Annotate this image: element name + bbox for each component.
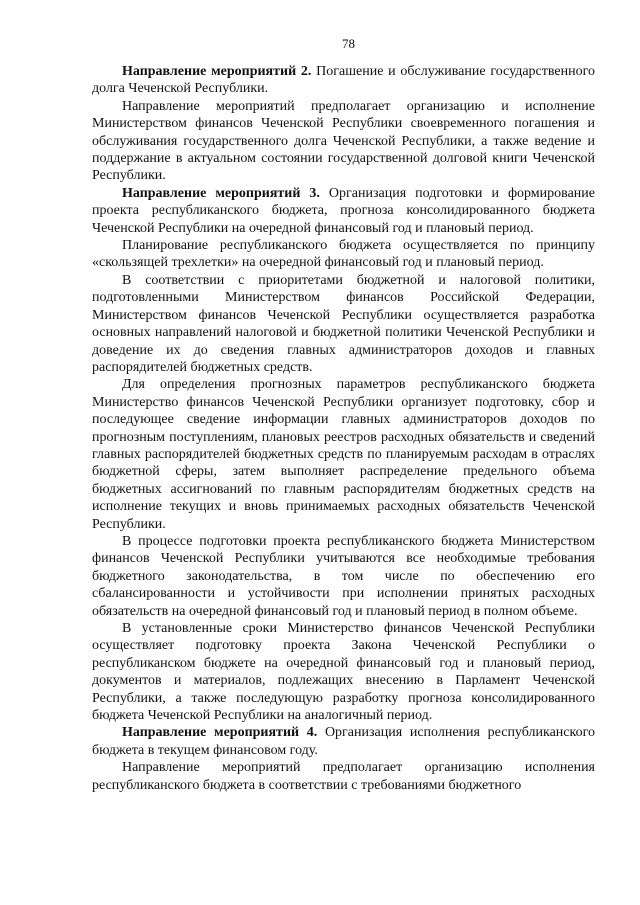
document-page	[92, 36, 595, 794]
paragraph-legislation-requirements	[92, 533, 595, 620]
paragraph-text: Организация исполнения республиканского бюджета в текущем финансовом году.	[92, 725, 595, 758]
page-number: 78	[342, 36, 355, 51]
paragraph-budget-planning	[92, 237, 595, 272]
paragraph-text: Организация подготовки и формирование проекта республиканского бюджета, прогноза консолидированного бюджета Чеченской Республики на очередной финансовый год и плановый период.	[92, 185, 595, 236]
paragraph-lead: Направление мероприятий 3.	[122, 185, 320, 201]
paragraph-direction-2	[92, 63, 595, 98]
paragraph-text: В процессе подготовки проекта республиканского бюджета Министерством финансов Чеченской Республики учитываются все необходимые требования бюджетного законодательства, в том числе по обеспечению его сбалансированности и устойчивости при исполнении принятых расходных обязательств на очередной финансовый год и плановый период в полном объеме.	[92, 533, 595, 619]
paragraph-text: Направление мероприятий предполагает организацию исполнения республиканского бюджета в соответствии с требованиями бюджетного	[92, 760, 595, 793]
paragraph-lead: Направление мероприятий 4.	[122, 725, 318, 741]
paragraph-text: Планирование республиканского бюджета осуществляется по принципу «скользящей трехлетки» на очередной финансовый год и плановый период.	[92, 238, 595, 271]
paragraph-tax-policy	[92, 272, 595, 376]
paragraph-direction-4	[92, 724, 595, 759]
paragraph-text: Погашение и обслуживание государственного долга Чеченской Республики.	[92, 64, 595, 97]
paragraph-direction-3	[92, 185, 595, 237]
paragraph-text: В установленные сроки Министерство финансов Чеченской Республики осуществляет подготовку проекта Закона Чеченской Республики о республиканском бюджете на очередной финансовый год и плановый период, документов и материалов, подлежащих внесению в Парламент Чеченской Республики, а также последующую разработку прогноза консолидированного бюджета Чеченской Республики на аналогичный период.	[92, 621, 595, 724]
paragraph-text: Направление мероприятий предполагает организацию и исполнение Министерством финансов Чеченской Республики своевременного погашения и обслуживания государственного долга Чеченской Республики, а также ведение и поддержание в актуальном состоянии государственной долговой книги Чеченской Республики.	[92, 98, 595, 184]
paragraph-text: Для определения прогнозных параметров республиканского бюджета Министерство финансов Чеченской Республики организует подготовку, сбор и последующее сведение информации главных администраторов доходов по прогнозным поступлениям, плановых реестров расходных обязательств и сведений главных распорядителей бюджетных средств по планируемым расходам в отраслях бюджетной сферы, затем выполняет распределение предельного объема бюджетных ассигнований по главным распорядителям бюджетных средств на исполнение текущих и вновь принимаемых расходных обязательств Чеченской Республики.	[92, 377, 595, 532]
paragraph-budget-execution	[92, 759, 595, 794]
paragraph-debt-servicing	[92, 98, 595, 185]
paragraph-draft-law	[92, 620, 595, 724]
paragraph-lead: Направление мероприятий 2.	[122, 64, 312, 79]
paragraph-forecast-parameters	[92, 376, 595, 533]
paragraph-text: В соответствии с приоритетами бюджетной и налоговой политики, подготовленными Министерством финансов Российской Федерации, Министерством финансов Чеченской Республики осуществляется разработка основных направлений налоговой и бюджетной политики Чеченской Республики и доведение их до сведения главных администраторов доходов и главных распорядителей бюджетных средств.	[92, 272, 595, 375]
